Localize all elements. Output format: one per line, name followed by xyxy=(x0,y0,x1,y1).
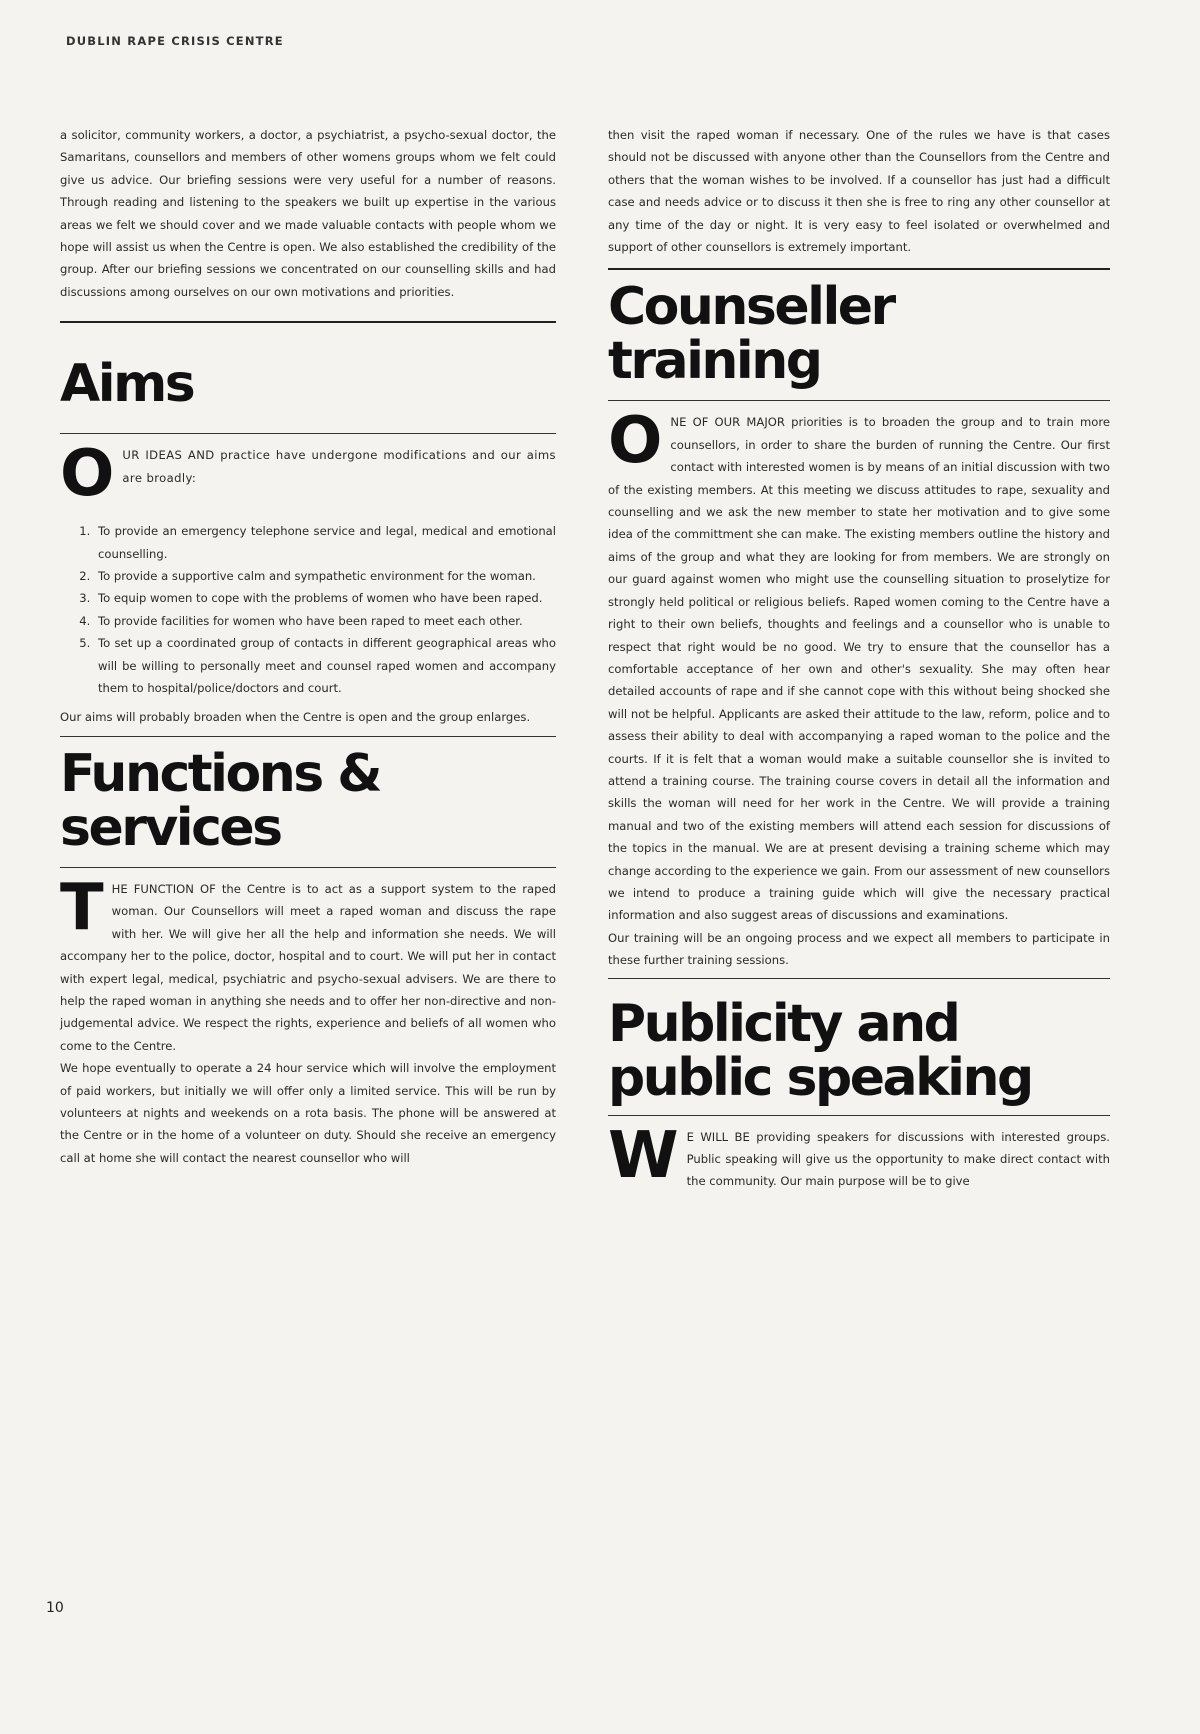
right-column xyxy=(608,124,1110,1193)
publicity-text-1: E WILL BE providing speakers for discussions with interested groups. Public speaking will give us the opportunity to make direct contact with the community. Our main purpose will be to give xyxy=(686,1129,1110,1189)
publicity-heading-line1: Publicity and xyxy=(608,993,959,1054)
list-item: 2. To provide a supportive calm and sympathetic environment for the woman. xyxy=(94,565,556,587)
training-text-1: NE OF OUR MAJOR priorities is to broaden the group and to train more counsellors, in order to share the burden of running the Centre. Our first contact with interested women is by means of an initial discussion with two of the existing members. At this meeting we discuss attitudes to rape, sexuality and counselling and we ask the new member to state her motivation and to give some idea of the committment she can make. The existing members outline the history and aims of the group and what they are looking for from members. We are strongly on our guard against women who might use the counselling situation to proselytize for strongly held political or religious beliefs. Raped women coming to the Centre have a right to their own beliefs, thoughts and feelings and a counsellor who is unable to respect that right would be no good. We try to ensure that the counsellor has a comfortable acceptance of her own and other's sexuality. She may often hear detailed accounts of rape and if she cannot cope with this without being shocked she will not be helpful. Applicants are asked their attitude to the law, reform, police and to assess their ability to deal with accompanying a raped woman to the police and the courts. If it is felt that a woman would make a suitable counsellor she is invited to attend a training course. The training course covers in detail all the information and skills the woman will need for her work in the Centre. We will provide a training manual and two of the existing members will attend each session for discussions of the topics in the manual. We are at present devising a training scheme which may change according to the experience we gain. From our assessment of new counsellors we intend to produce a training guide which will give the necessary practical information and also suggest areas of discussions and examinations. xyxy=(608,415,1110,923)
section-divider xyxy=(60,433,556,434)
list-item: 4. To provide facilities for women who have been raped to meet each other. xyxy=(94,610,556,632)
aims-lead-paragraph xyxy=(60,437,556,512)
functions-heading-line1: Functions & xyxy=(60,743,381,804)
page-number: 10 xyxy=(46,1600,64,1616)
publicity-paragraph-1 xyxy=(608,1118,1110,1193)
list-item: 3. To equip women to cope with the problems of women who have been raped. xyxy=(94,587,556,609)
section-divider xyxy=(608,268,1110,270)
list-item: 1. To provide an emergency telephone service and legal, medical and emotional counselling. xyxy=(94,520,556,565)
functions-heading-line2: services xyxy=(60,797,281,858)
section-divider xyxy=(60,736,556,737)
intro-paragraph: a solicitor, community workers, a doctor, a psychiatrist, a psycho-sexual doctor, the Samaritans, counsellors and members of other womens groups whom we felt could give us advice. Our briefing sessions were very useful for a number of reasons. Through reading and listening to the speakers we built up expertise in the various areas we felt we should cover and we made valuable contacts with people whom we hope will assist us when the Centre is open. We also established the credibility of the group. After our briefing sessions we concentrated on our counselling skills and had discussions among ourselves on our own motivations and priorities. xyxy=(60,128,556,299)
running-head: DUBLIN RAPE CRISIS CENTRE xyxy=(66,34,284,48)
training-text-2: Our training will be an ongoing process and we expect all members to participate in these further training sessions. xyxy=(608,930,1110,968)
functions-text-2: We hope eventually to operate a 24 hour service which will involve the employment of paid workers, but initially we will offer only a limited service. This will be run by volunteers at nights and weekends on a rota basis. The phone will be answered at the Centre or in the home of a volunteer on duty. Should she receive an emergency call at home she will contact the nearest counsellor who will xyxy=(60,1061,556,1165)
training-paragraph-1 xyxy=(608,404,1110,926)
drop-cap: O xyxy=(60,437,115,512)
aims-closing: Our aims will probably broaden when the Centre is open and the group enlarges. xyxy=(60,709,531,724)
aims-lead-text: UR IDEAS AND practice have undergone modifications and our aims are broadly: xyxy=(122,448,556,485)
training-heading-line1: Counseller xyxy=(608,277,894,338)
section-divider xyxy=(608,1115,1110,1116)
functions-text-1: HE FUNCTION OF the Centre is to act as a support system to the raped woman. Our Counsellors will meet a raped woman and discuss the rape with her. We will give her all the help and information she needs. We will accompany her to the police, doctor, hospital and to court. We will put her in contact with expert legal, medical, psychiatric and psycho-sexual advisers. We are there to help the raped woman in anything she needs and to offer her non-directive and non-judgemental advice. We respect the rights, experience and beliefs of all women who come to the Centre. xyxy=(60,881,556,1053)
section-divider xyxy=(608,978,1110,979)
aims-list xyxy=(60,520,556,699)
drop-cap: O xyxy=(608,404,663,479)
section-divider xyxy=(608,400,1110,401)
list-item: 5. To set up a coordinated group of contacts in different geographical areas who will be willing to personally meet and counsel raped women and accompany them to hospital/police/doctors and court. xyxy=(94,632,556,699)
right-intro-paragraph: then visit the raped woman if necessary. One of the rules we have is that cases should not be discussed with anyone other than the Counsellors from the Centre and others that the woman wishes to be involved. If a counsellor has just had a difficult case and needs advice or to discuss it then she is free to ring any other counsellor at any time of the day or night. It is very easy to feel isolated or overwhelmed and support of other counsellors is extremely important. xyxy=(608,128,1110,255)
drop-cap: T xyxy=(60,870,104,945)
publicity-heading-line2: public speaking xyxy=(608,1047,1032,1108)
section-divider xyxy=(60,321,556,323)
aims-heading: Aims xyxy=(60,354,194,415)
training-heading-line2: training xyxy=(608,331,821,392)
section-divider xyxy=(60,867,556,868)
left-column xyxy=(60,124,556,1169)
drop-cap: W xyxy=(608,1118,679,1193)
functions-paragraph-1 xyxy=(60,870,556,1057)
